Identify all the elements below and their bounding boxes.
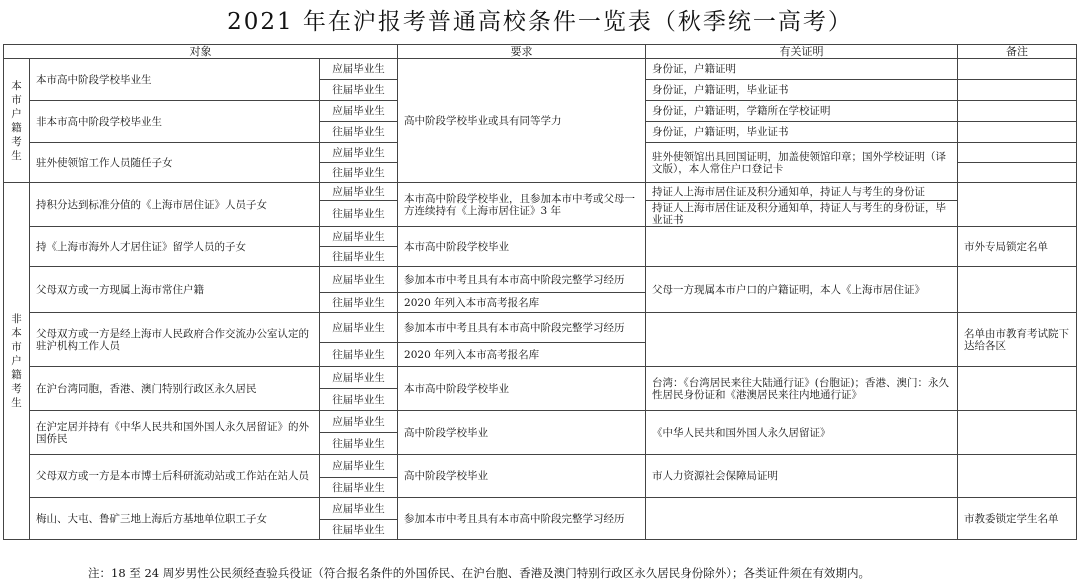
remark-cell [958, 267, 1077, 313]
remark-cell [958, 411, 1077, 455]
proof-cell: 持证人上海市居住证及积分通知单，持证人与考生的身份证，毕业证书 [646, 201, 958, 227]
header-proof: 有关证明 [646, 45, 958, 59]
proof-cell [646, 498, 958, 540]
status-cell: 往届毕业生 [320, 343, 398, 367]
table-row [4, 183, 1077, 201]
status-cell: 往届毕业生 [320, 247, 398, 267]
remark-cell [958, 122, 1077, 143]
status-cell: 往届毕业生 [320, 80, 398, 101]
remark-cell [958, 163, 1077, 183]
proof-cell [646, 313, 958, 367]
table-row [4, 367, 1077, 389]
object-cell: 持《上海市海外人才居住证》留学人员的子女 [30, 227, 320, 267]
table-row [4, 267, 1077, 293]
status-cell: 往届毕业生 [320, 478, 398, 498]
conditions-table [3, 44, 1077, 540]
status-cell: 应届毕业生 [320, 455, 398, 478]
status-cell: 应届毕业生 [320, 143, 398, 163]
header-row [4, 45, 1077, 59]
object-cell: 持积分达到标准分值的《上海市居住证》人员子女 [30, 183, 320, 227]
header-remark: 备注 [958, 45, 1077, 59]
header-requirement: 要求 [398, 45, 646, 59]
object-cell: 梅山、大屯、鲁矿三地上海后方基地单位职工子女 [30, 498, 320, 540]
proof-cell: 父母一方现属本市户口的户籍证明，本人《上海市居住证》 [646, 267, 958, 313]
status-cell: 应届毕业生 [320, 101, 398, 122]
footnote: 注：18 至 24 周岁男性公民须经查验兵役证（符合报名条件的外国侨民、在沪台胞、香港及澳门特别行政区永久居民身份除外）；各类证件须在有效期内。 [88, 566, 870, 580]
requirement-cell: 高中阶段学校毕业 [398, 455, 646, 498]
remark-cell: 市教委锁定学生名单 [958, 498, 1077, 540]
status-cell: 应届毕业生 [320, 59, 398, 80]
requirement-cell: 参加本市中考且具有本市高中阶段完整学习经历 [398, 267, 646, 293]
table-row [4, 498, 1077, 520]
table-row [4, 227, 1077, 247]
page-title: 2021 年在沪报考普通高校条件一览表（秋季统一高考） [227, 9, 853, 35]
remark-cell [958, 367, 1077, 411]
proof-cell: 台湾：《台湾居民来往大陆通行证》(台胞证)；香港、澳门：永久性居民身份证和《港澳居民来往内地通行证》 [646, 367, 958, 411]
table-row [4, 455, 1077, 478]
object-cell: 在沪台湾同胞，香港、澳门特别行政区永久居民 [30, 367, 320, 411]
table-row [4, 313, 1077, 343]
object-cell: 父母双方或一方是经上海市人民政府合作交流办公室认定的驻沪机构工作人员 [30, 313, 320, 367]
requirement-cell: 2020 年列入本市高考报名库 [398, 343, 646, 367]
status-cell: 应届毕业生 [320, 313, 398, 343]
status-cell: 往届毕业生 [320, 520, 398, 540]
remark-cell: 市外专局锁定名单 [958, 227, 1077, 267]
proof-cell [646, 227, 958, 267]
status-cell: 往届毕业生 [320, 293, 398, 313]
requirement-cell: 高中阶段学校毕业或具有同等学力 [398, 59, 646, 183]
object-cell: 父母双方或一方现属上海市常住户籍 [30, 267, 320, 313]
status-cell: 往届毕业生 [320, 201, 398, 227]
object-cell: 在沪定居并持有《中华人民共和国外国人永久居留证》的外国侨民 [30, 411, 320, 455]
proof-cell: 身份证，户籍证明，学籍所在学校证明 [646, 101, 958, 122]
remark-cell [958, 80, 1077, 101]
status-cell: 往届毕业生 [320, 389, 398, 411]
group-local: 本 市 户 籍 考 生 [4, 59, 30, 183]
status-cell: 应届毕业生 [320, 367, 398, 389]
status-cell: 应届毕业生 [320, 498, 398, 520]
table-row [4, 411, 1077, 433]
proof-cell: 驻外使领馆出具回国证明，加盖使领馆印章；国外学校证明（译文版），本人常住户口登记卡 [646, 143, 958, 183]
proof-cell: 《中华人民共和国外国人永久居留证》 [646, 411, 958, 455]
status-cell: 往届毕业生 [320, 163, 398, 183]
requirement-cell: 本市高中阶段学校毕业，且参加本市中考或父母一方连续持有《上海市居住证》3 年 [398, 183, 646, 227]
remark-cell [958, 59, 1077, 80]
status-cell: 往届毕业生 [320, 433, 398, 455]
status-cell: 应届毕业生 [320, 227, 398, 247]
object-cell: 本市高中阶段学校毕业生 [30, 59, 320, 101]
proof-cell: 持证人上海市居住证及积分通知单，持证人与考生的身份证 [646, 183, 958, 201]
status-cell: 应届毕业生 [320, 183, 398, 201]
proof-cell: 身份证，户籍证明，毕业证书 [646, 80, 958, 101]
proof-cell: 身份证，户籍证明，毕业证书 [646, 122, 958, 143]
status-cell: 往届毕业生 [320, 122, 398, 143]
requirement-cell: 本市高中阶段学校毕业 [398, 227, 646, 267]
group-nonlocal: 非 本 市 户 籍 考 生 [4, 183, 30, 540]
object-cell: 驻外使领馆工作人员随任子女 [30, 143, 320, 183]
remark-cell [958, 455, 1077, 498]
remark-cell [958, 143, 1077, 163]
requirement-cell: 参加本市中考且具有本市高中阶段完整学习经历 [398, 313, 646, 343]
header-object: 对象 [4, 45, 398, 59]
proof-cell: 市人力资源社会保障局证明 [646, 455, 958, 498]
requirement-cell: 高中阶段学校毕业 [398, 411, 646, 455]
status-cell: 应届毕业生 [320, 411, 398, 433]
requirement-cell: 本市高中阶段学校毕业 [398, 367, 646, 411]
proof-cell: 身份证，户籍证明 [646, 59, 958, 80]
object-cell: 父母双方或一方是本市博士后科研流动站或工作站在站人员 [30, 455, 320, 498]
remark-cell [958, 183, 1077, 227]
remark-cell [958, 101, 1077, 122]
object-cell: 非本市高中阶段学校毕业生 [30, 101, 320, 143]
requirement-cell: 参加本市中考且具有本市高中阶段完整学习经历 [398, 498, 646, 540]
table-row [4, 59, 1077, 80]
requirement-cell: 2020 年列入本市高考报名库 [398, 293, 646, 313]
status-cell: 应届毕业生 [320, 267, 398, 293]
remark-cell: 名单由市教育考试院下达给各区 [958, 313, 1077, 367]
